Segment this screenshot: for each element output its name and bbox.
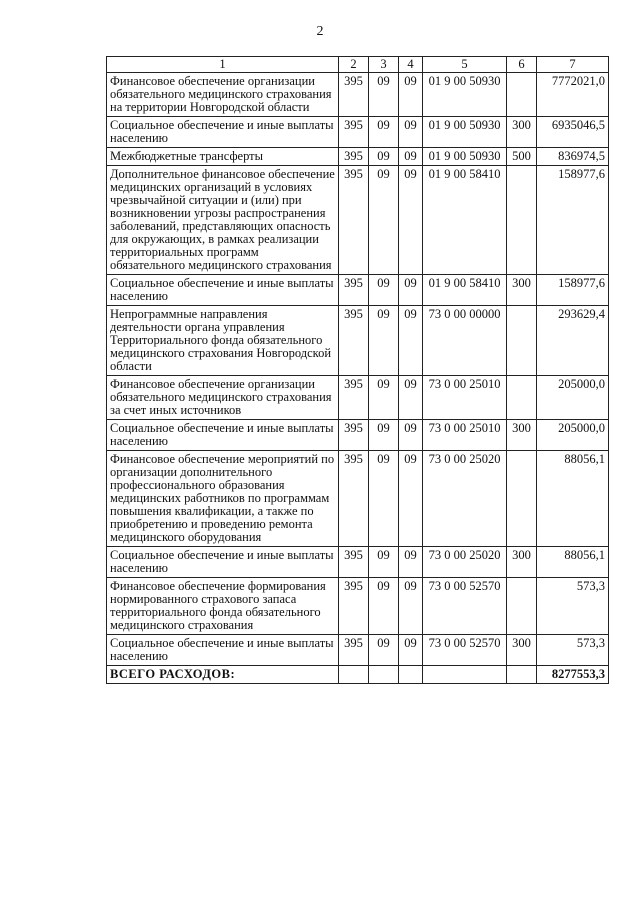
header-cell: 7: [537, 57, 609, 73]
total-row: [107, 666, 609, 684]
expense-type-cell: 300: [507, 275, 537, 306]
header-row: [107, 57, 609, 73]
row-name-cell: Социальное обеспечение и иные выплаты населению: [107, 635, 339, 666]
expense-type-cell: [507, 166, 537, 275]
subsection-cell: 09: [399, 73, 423, 117]
empty-cell: [339, 666, 369, 684]
target-article-cell: 01 9 00 50930: [423, 117, 507, 148]
admin-code-cell: 395: [339, 306, 369, 376]
admin-code-cell: 395: [339, 420, 369, 451]
subsection-cell: 09: [399, 451, 423, 547]
table-row: [107, 420, 609, 451]
table-row: [107, 148, 609, 166]
header-cell: 2: [339, 57, 369, 73]
admin-code-cell: 395: [339, 376, 369, 420]
amount-cell: 205000,0: [537, 420, 609, 451]
target-article-cell: 01 9 00 58410: [423, 166, 507, 275]
section-cell: 09: [369, 275, 399, 306]
admin-code-cell: 395: [339, 117, 369, 148]
amount-cell: 158977,6: [537, 166, 609, 275]
empty-cell: [507, 666, 537, 684]
header-cell: 3: [369, 57, 399, 73]
row-name-cell: Финансовое обеспечение организации обязательного медицинского страхования на территории Новгородской области: [107, 73, 339, 117]
section-cell: 09: [369, 117, 399, 148]
amount-cell: 7772021,0: [537, 73, 609, 117]
subsection-cell: 09: [399, 275, 423, 306]
amount-cell: 573,3: [537, 578, 609, 635]
expense-type-cell: 500: [507, 148, 537, 166]
header-cell: 5: [423, 57, 507, 73]
admin-code-cell: 395: [339, 578, 369, 635]
admin-code-cell: 395: [339, 73, 369, 117]
target-article-cell: 73 0 00 00000: [423, 306, 507, 376]
subsection-cell: 09: [399, 117, 423, 148]
admin-code-cell: 395: [339, 451, 369, 547]
expense-type-cell: 300: [507, 117, 537, 148]
subsection-cell: 09: [399, 635, 423, 666]
header-cell: 1: [107, 57, 339, 73]
expense-type-cell: [507, 578, 537, 635]
table-row: [107, 451, 609, 547]
empty-cell: [423, 666, 507, 684]
row-name-cell: Социальное обеспечение и иные выплаты населению: [107, 420, 339, 451]
table-row: [107, 73, 609, 117]
subsection-cell: 09: [399, 306, 423, 376]
target-article-cell: 73 0 00 25010: [423, 420, 507, 451]
amount-cell: 88056,1: [537, 451, 609, 547]
empty-cell: [369, 666, 399, 684]
amount-cell: 573,3: [537, 635, 609, 666]
admin-code-cell: 395: [339, 166, 369, 275]
table-row: [107, 166, 609, 275]
subsection-cell: 09: [399, 420, 423, 451]
target-article-cell: 73 0 00 52570: [423, 578, 507, 635]
row-name-cell: Социальное обеспечение и иные выплаты населению: [107, 275, 339, 306]
amount-cell: 158977,6: [537, 275, 609, 306]
table-row: [107, 117, 609, 148]
target-article-cell: 01 9 00 58410: [423, 275, 507, 306]
amount-cell: 88056,1: [537, 547, 609, 578]
section-cell: 09: [369, 547, 399, 578]
section-cell: 09: [369, 635, 399, 666]
expense-type-cell: [507, 376, 537, 420]
admin-code-cell: 395: [339, 547, 369, 578]
table-row: [107, 275, 609, 306]
row-name-cell: Социальное обеспечение и иные выплаты населению: [107, 547, 339, 578]
total-label: ВСЕГО РАСХОДОВ:: [107, 666, 339, 684]
row-name-cell: Финансовое обеспечение формирования нормированного страхового запаса территориального фонда обязательного медицинского страхования: [107, 578, 339, 635]
section-cell: 09: [369, 578, 399, 635]
subsection-cell: 09: [399, 547, 423, 578]
row-name-cell: Дополнительное финансовое обеспечение медицинских организаций в условиях чрезвычайной ситуации и (или) при возникновении угрозы распространения заболеваний, представляющих опасность для окружающих, в рамках реализации территориальных программ обязательного медицинского страхования: [107, 166, 339, 275]
empty-cell: [399, 666, 423, 684]
row-name-cell: Финансовое обеспечение мероприятий по организации дополнительного профессионального образования медицинских работников по программам повышения квалификации, а также по приобретению и проведению ремонта медицинского оборудования: [107, 451, 339, 547]
admin-code-cell: 395: [339, 148, 369, 166]
admin-code-cell: 395: [339, 275, 369, 306]
section-cell: 09: [369, 166, 399, 275]
total-value: 8277553,3: [537, 666, 609, 684]
expense-type-cell: [507, 451, 537, 547]
admin-code-cell: 395: [339, 635, 369, 666]
expense-type-cell: 300: [507, 547, 537, 578]
target-article-cell: 73 0 00 52570: [423, 635, 507, 666]
subsection-cell: 09: [399, 148, 423, 166]
table-row: [107, 578, 609, 635]
subsection-cell: 09: [399, 578, 423, 635]
section-cell: 09: [369, 148, 399, 166]
section-cell: 09: [369, 451, 399, 547]
table-row: [107, 635, 609, 666]
target-article-cell: 73 0 00 25010: [423, 376, 507, 420]
expense-type-cell: [507, 306, 537, 376]
section-cell: 09: [369, 420, 399, 451]
target-article-cell: 01 9 00 50930: [423, 73, 507, 117]
row-name-cell: Финансовое обеспечение организации обязательного медицинского страхования за счет иных источников: [107, 376, 339, 420]
target-article-cell: 73 0 00 25020: [423, 451, 507, 547]
amount-cell: 836974,5: [537, 148, 609, 166]
header-cell: 4: [399, 57, 423, 73]
amount-cell: 205000,0: [537, 376, 609, 420]
section-cell: 09: [369, 376, 399, 420]
section-cell: 09: [369, 73, 399, 117]
table-row: [107, 547, 609, 578]
expense-type-cell: [507, 73, 537, 117]
expense-type-cell: 300: [507, 420, 537, 451]
subsection-cell: 09: [399, 376, 423, 420]
row-name-cell: Межбюджетные трансферты: [107, 148, 339, 166]
target-article-cell: 73 0 00 25020: [423, 547, 507, 578]
header-cell: 6: [507, 57, 537, 73]
amount-cell: 293629,4: [537, 306, 609, 376]
row-name-cell: Социальное обеспечение и иные выплаты населению: [107, 117, 339, 148]
amount-cell: 6935046,5: [537, 117, 609, 148]
expense-type-cell: 300: [507, 635, 537, 666]
page-number: 2: [316, 24, 324, 39]
table-row: [107, 306, 609, 376]
subsection-cell: 09: [399, 166, 423, 275]
row-name-cell: Непрограммные направления деятельности органа управления Территориального фонда обязательного медицинского страхования Новгородской области: [107, 306, 339, 376]
target-article-cell: 01 9 00 50930: [423, 148, 507, 166]
section-cell: 09: [369, 306, 399, 376]
table-row: [107, 376, 609, 420]
expenditure-table: [106, 56, 609, 684]
